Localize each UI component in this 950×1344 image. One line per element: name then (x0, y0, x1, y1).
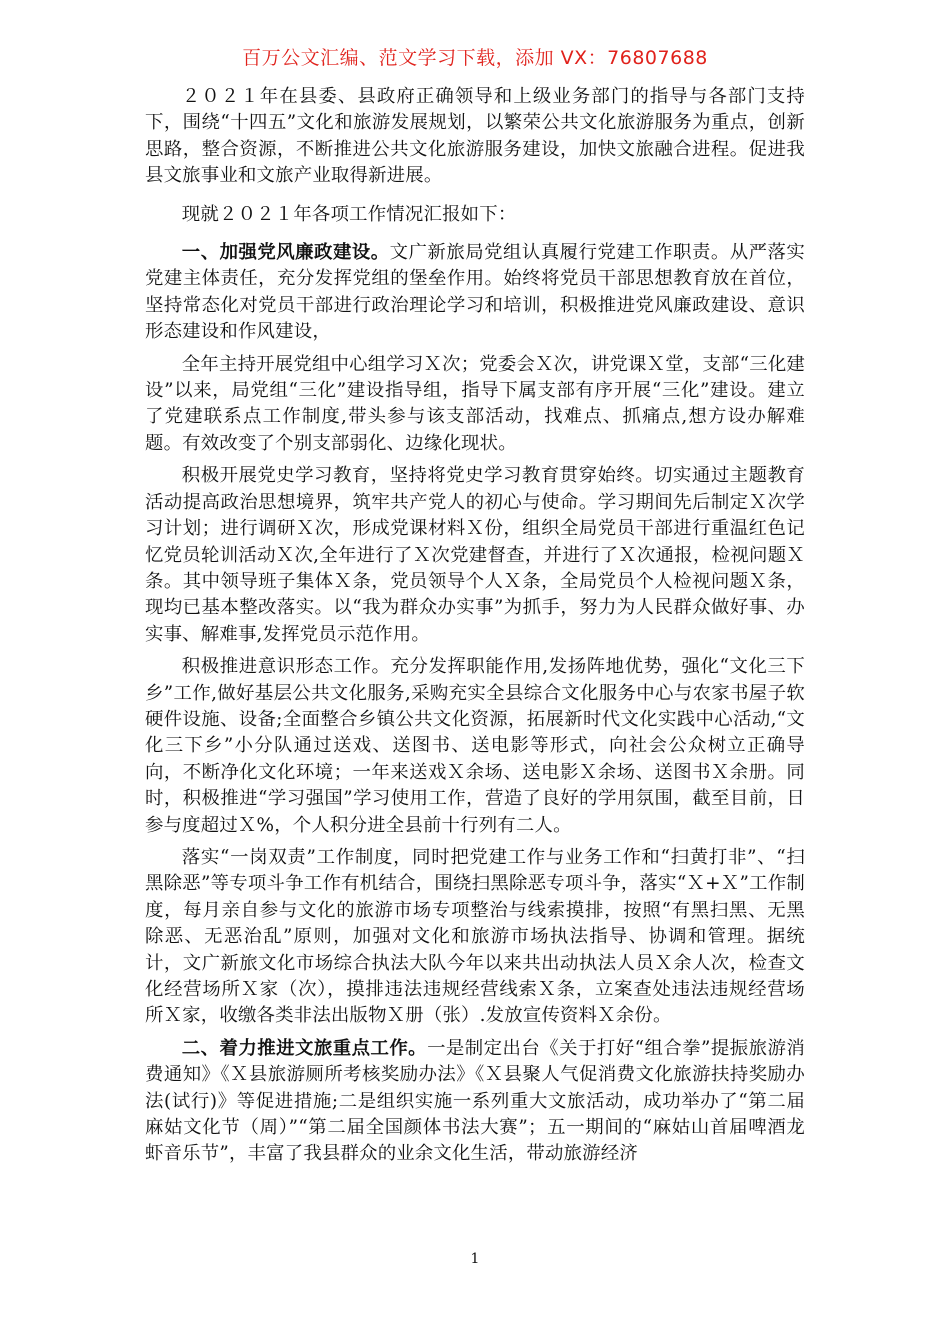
paragraph-section-two (145, 1036, 805, 1168)
header-banner (0, 44, 950, 72)
page-number (0, 1250, 950, 1268)
paragraph-intro (145, 84, 805, 190)
paragraph-text: 文广新旅局党组认真履行党建工作职责。从严落实党建主体责任，充分发挥党组的堡垒作用。始终将党员干部思想教育放在首位，坚持常态化对党员干部进行政治理论学习和培训，积极推进党风廉政建设、意识形态建设和作风建设， (145, 242, 806, 343)
header-text: 百万公文汇编、范文学习下载，添加 VX：76807688 (242, 47, 708, 69)
paragraph-section-one (145, 240, 805, 346)
paragraph-text: 积极推进意识形态工作。充分发挥职能作用,发扬阵地优势，强化“文化三下乡”工作,做好基层公共文化服务,采购充实全县综合文化服务中心与农家书屋子软硬件设施、设备;全面整合乡镇公共文化资源，拓展新时代文化实践中心活动,“文化三下乡”小分队通过送戏、送图书、送电影等形式，向社会公众树立正确导向，不断净化文化环境；一年来送戏Ｘ余场、送电影Ｘ余场、送图书Ｘ余册。同时，积极推进“学习强国”学习使用工作，营造了良好的学用氛围，截至目前，日参与度超过Ｘ%，个人积分进全县前十行列有二人。 (145, 656, 805, 836)
section-heading: 二、着力推进文旅重点工作。 (181, 1037, 428, 1059)
paragraph-party-study (145, 352, 805, 458)
paragraph-text: 积极开展党史学习教育，坚持将党史学习教育贯穿始终。切实通过主题教育活动提高政治思想境界，筑牢共产党人的初心与使命。学习期间先后制定Ｘ次学习计划；进行调研Ｘ次，形成党课材料Ｘ份，组织全局党员干部进行重温红色记忆党员轮训活动Ｘ次,全年进行了Ｘ次党建督查，并进行了Ｘ次通报，检视问题Ｘ条。其中领导班子集体Ｘ条，党员领导个人Ｘ条，全局党员个人检视问题Ｘ条，现均已基本整改落实。以“我为群众办实事”为抓手，努力为人民群众做好事、办实事、解难事,发挥党员示范作用。 (145, 465, 805, 645)
paragraph-history-education (145, 463, 805, 648)
paragraph-text: ２０２１年在县委、县政府正确领导和上级业务部门的指导与各部门支持下，围绕“十四五”文化和旅游发展规划，以繁荣公共文化旅游服务为重点，创新思路，整合资源，不断推进公共文化旅游服务建设，加快文旅融合进程。促进我县文旅事业和文旅产业取得新进展。 (145, 86, 805, 187)
page-number-text: 1 (470, 1251, 480, 1267)
paragraph-ideology-work (145, 654, 805, 839)
paragraph-text: 落实“一岗双责”工作制度，同时把党建工作与业务工作和“扫黄打非”、“扫黑除恶”等专项斗争工作有机结合，围绕扫黑除恶专项斗争，落实“Ｘ+Ｘ”工作制度，每月亲自参与文化的旅游市场专项整治与线索摸排，按照“有黑扫黑、无黑除恶、无恶治乱”原则，加强对文化和旅游市场执法指导、协调和管理。据统计，文广新旅文化市场综合执法大队今年以来共出动执法人员Ｘ余人次，检查文化经营场所Ｘ家（次），摸排违法违规经营线索Ｘ条，立案查处违法违规经营场所Ｘ家，收缴各类非法出版物Ｘ册（张）.发放宣传资料Ｘ余份。 (145, 846, 805, 1027)
paragraph-text: 全年主持开展党组中心组学习Ｘ次；党委会Ｘ次，讲党课Ｘ堂，支部“三化建设”以来，局党组“三化”建设指导组，指导下属支部有序开展“三化”建设。建立了党建联系点工作制度,带头参与该支部活动，找难点、抓痛点,想方设办解难题。有效改变了个别支部弱化、边缘化现状。 (145, 353, 805, 454)
document-body (145, 84, 805, 1174)
section-heading: 一、加强党风廉政建设。 (181, 242, 390, 264)
paragraph-text: 一是制定出台《关于打好“组合拳”提振旅游消费通知》《Ｘ县旅游厕所考核奖励办法》《Ｘ县聚人气促消费文化旅游扶持奖励办法(试行)》等促进措施;二是组织实施一系列重大文旅活动，成功举办了“第二届麻姑文化节（周）”“第二届全国颜体书法大赛”；五一期间的“麻姑山首届啤酒龙虾音乐节”，丰富了我县群众的业余文化生活，带动旅游经济 (145, 1037, 805, 1165)
paragraph-summary-lead (145, 202, 805, 228)
paragraph-dual-responsibility (145, 845, 805, 1030)
paragraph-text: 现就２０２１年各项工作情况汇报如下： (181, 203, 517, 225)
